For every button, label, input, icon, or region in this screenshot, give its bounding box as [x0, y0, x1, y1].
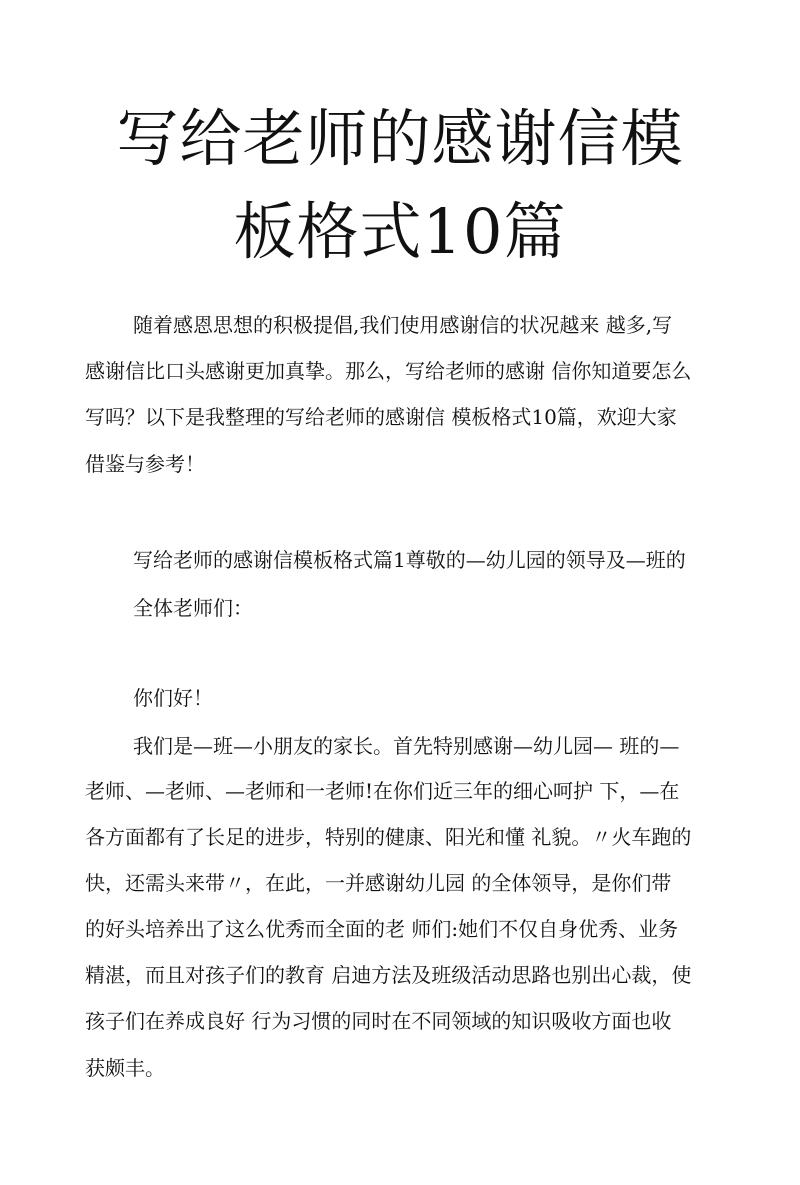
body-line-8: 获颇丰。 [85, 1056, 165, 1080]
section-heading-line-2: 全体老师们： [133, 596, 253, 620]
intro-line-4: 借鉴与参考！ [85, 452, 205, 476]
body-line-5: 的好头培养出了这么优秀而全面的老 师们:她们不仅自身优秀、业务 [85, 917, 679, 941]
intro-line-2: 感谢信比口头感谢更加真挚。那么，写给老师的感谢 信你知道要怎么 [85, 359, 692, 383]
document-title-line-2: 板格式10篇 [233, 195, 567, 268]
body-line-2: 老师、—老师、—老师和一老师!在你们近三年的细心呵护 下，—在 [85, 779, 680, 803]
intro-line-1: 随着感恩思想的积极提倡,我们使用感谢信的状况越来 越多,写 [133, 313, 673, 337]
body-line-4: 快，还需头来带〃，在此，一并感谢幼儿园 的全体领导，是你们带 [85, 871, 672, 895]
body-line-6: 精湛，而且对孩子们的教育 启迪方法及班级活动思路也别出心裁，使 [85, 963, 692, 987]
greeting: 你们好！ [133, 686, 213, 710]
section-heading-line-1: 写给老师的感谢信模板格式篇1尊敬的—幼儿园的领导及—班的 [133, 548, 686, 572]
body-line-3: 各方面都有了长足的进步，特别的健康、阳光和懂 礼貌。〃火车跑的 [85, 825, 692, 849]
document-title-line-1: 写给老师的感谢信模 [116, 102, 684, 175]
body-line-7: 孩子们在养成良好 行为习惯的同时在不同领域的知识吸收方面也收 [85, 1009, 672, 1033]
body-line-1: 我们是—班—小朋友的家长。首先特别感谢—幼儿园— 班的— [133, 734, 680, 758]
intro-line-3: 写吗？以下是我整理的写给老师的感谢信 模板格式10篇，欢迎大家 [85, 405, 677, 429]
